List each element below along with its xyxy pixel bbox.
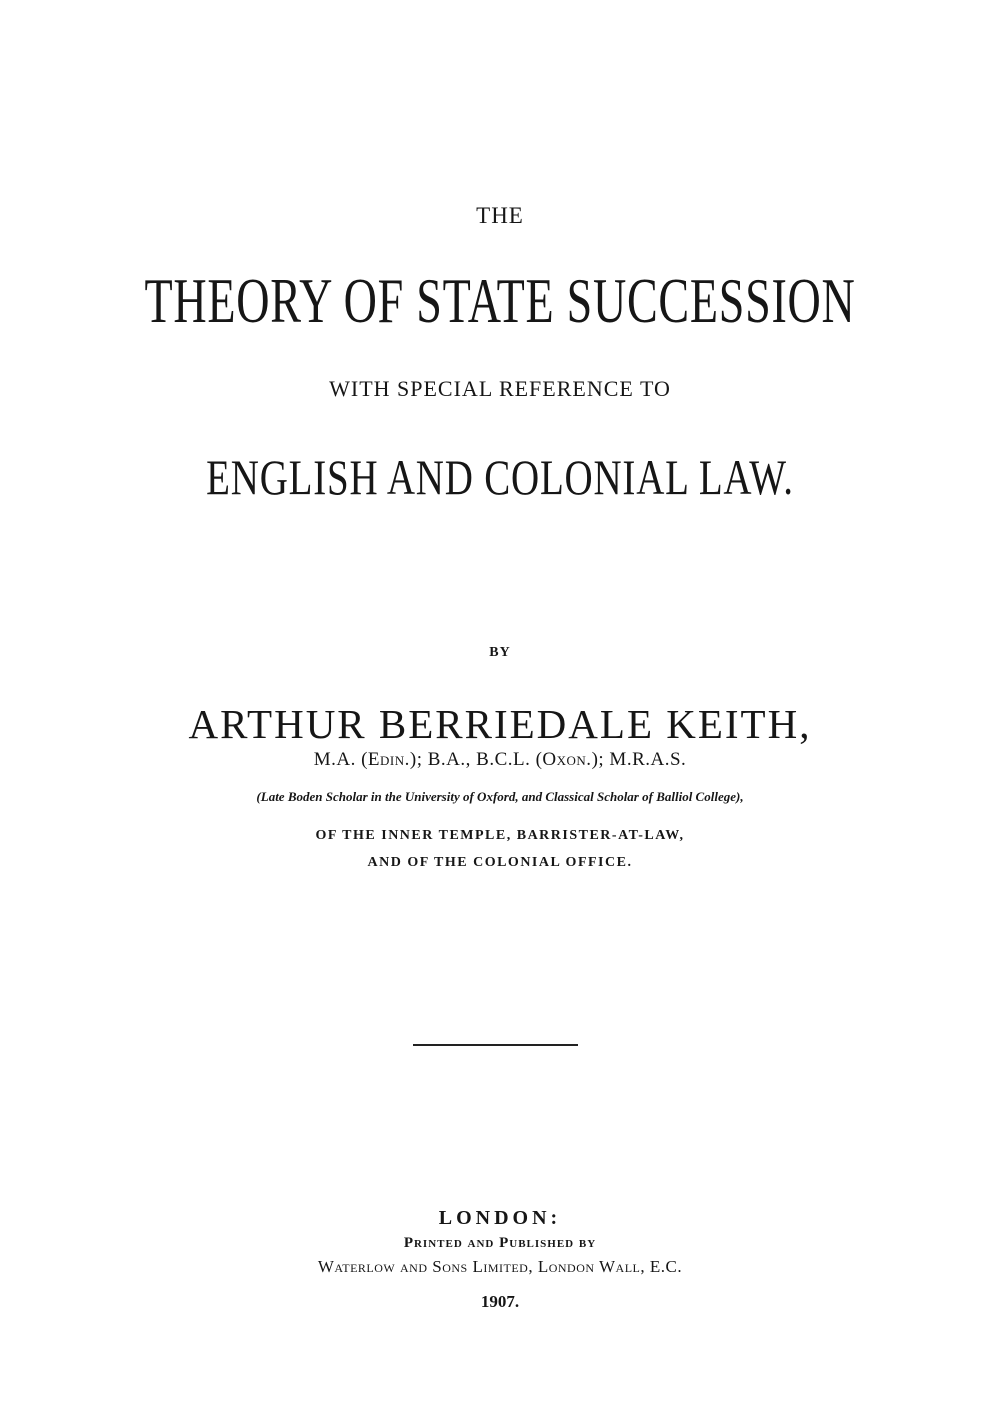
page-subtitle: ENGLISH AND COLONIAL LAW. bbox=[206, 449, 794, 505]
imprint-printed-by: Printed and Published by bbox=[403, 1235, 597, 1251]
title-connector: WITH SPECIAL REFERENCE TO bbox=[329, 376, 671, 401]
degrees-part-1: M.A. ( bbox=[313, 749, 368, 770]
heading-the: THE bbox=[476, 203, 524, 228]
degrees-part-2: ); B.A., B.C.L. ( bbox=[409, 749, 543, 770]
page-title: THEORY OF STATE SUCCESSION bbox=[144, 265, 856, 336]
degrees-oxon: Oxon. bbox=[542, 749, 592, 770]
degrees-edin: Edin. bbox=[367, 749, 410, 770]
imprint-city: LONDON: bbox=[438, 1207, 562, 1229]
by-line: BY bbox=[489, 645, 511, 660]
affiliation-inner-temple: OF THE INNER TEMPLE, BARRISTER-AT-LAW, bbox=[315, 828, 685, 843]
divider-rule bbox=[413, 1044, 578, 1046]
author-degrees bbox=[0, 749, 1000, 771]
author-name: ARTHUR BERRIEDALE KEITH, bbox=[188, 701, 812, 747]
scholar-note: (Late Boden Scholar in the University of Oxford, and Classical Scholar of Balliol College), bbox=[256, 789, 744, 804]
affiliation-colonial-office: AND OF THE COLONIAL OFFICE. bbox=[367, 855, 633, 870]
imprint-printer: Waterlow and Sons Limited, London Wall, E.C. bbox=[317, 1257, 683, 1276]
imprint-year: 1907. bbox=[480, 1292, 520, 1311]
degrees-part-3: ); M.R.A.S. bbox=[591, 749, 687, 770]
